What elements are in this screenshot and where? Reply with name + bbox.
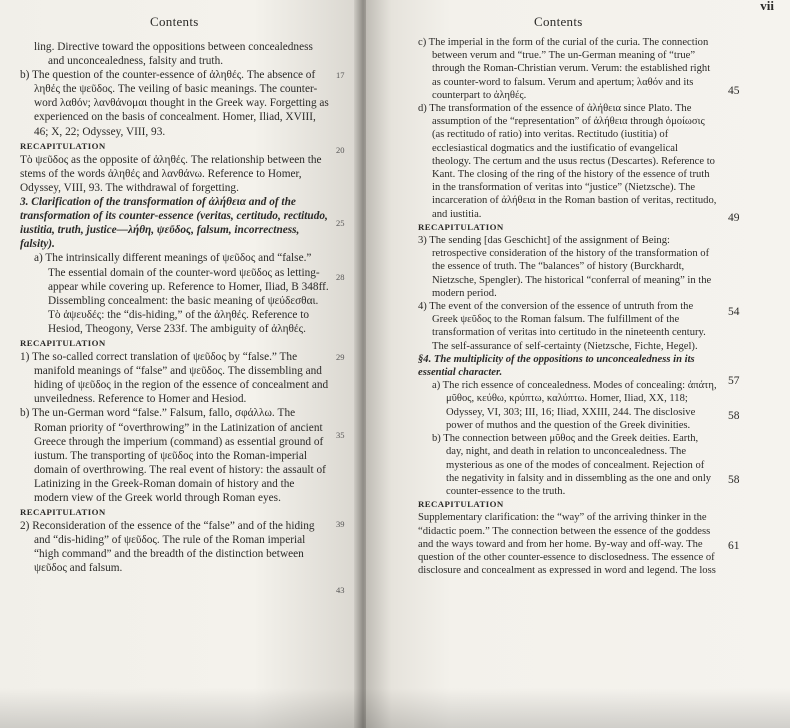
line-number: 17: [336, 70, 345, 80]
recapitulation-heading: RECAPITULATION: [418, 499, 504, 510]
line-number: 43: [336, 585, 345, 595]
left-contents-column: [20, 40, 330, 576]
contents-entry: a) The intrinsically different meanings of ψεῦδος and “false.” The essential domain of the counter-word ψεῦδος as letting-appear while covering up. Reference to Homer, Iliad, B 348ff. Dissembling concealment: the basic meaning of ψεύδεσθαι. Τὸ ἀψευδές: the “dis-hiding,” of the ἀληθές. Reference to Hesiod, Theogony, Verse 233f. The ambiguity of ἀληθές.: [34, 252, 329, 335]
contents-entry: Τὸ ψεῦδος as the opposite of ἀληθές. The relationship between the stems of the words ἀληθές and λανθάνω. Reference to Homer, Odyssey, VIII, 93. The withdrawal of forgetting.: [20, 153, 322, 194]
recapitulation-heading: RECAPITULATION: [418, 221, 504, 232]
page-number: 58: [728, 474, 740, 486]
right-page: [366, 0, 790, 728]
contents-entry: 1) The so-called correct translation of ψεῦδος by “false.” The manifold meanings of “false” and ψεῦδος. The dissembling and hiding of ψεῦδος in the region of the essence of concealment and unveiledness. Reference to Homer and Hesiod.: [20, 351, 329, 406]
contents-entry: 2) Reconsideration of the essence of the “false” and of the hiding and “dis-hiding” of ψεῦδος. The rule of the Roman imperial “high command” and the breadth of the distinction between ψεῦδος and falsum.: [20, 520, 315, 575]
contents-entry: b) The connection between μῦθος and the Greek deities. Earth, day, night, and death in relation to unconcealedness. The mysterious as one of the modes of concealment. Rejection of the negativity in falsity and in dissembling as the one and only counter-essence to the truth.: [432, 433, 712, 497]
line-number: 29: [336, 352, 345, 362]
page-number: 45: [728, 85, 740, 97]
page-number: 57: [728, 375, 740, 387]
right-contents-column: [418, 36, 718, 577]
page-number: 58: [728, 410, 740, 422]
page-number: 54: [728, 306, 740, 318]
contents-entry: 3) The sending [das Geschicht] of the assignment of Being: retrospective consideration of the history of the transformation of the essence of truth. The “balances” of history (Burckhardt, Nietzsche, Spengler). The historical “conferral of meaning” in the modern period.: [418, 235, 712, 299]
page-number: 49: [728, 212, 740, 224]
line-number: 39: [336, 519, 345, 529]
left-page: [0, 0, 362, 728]
right-running-head: Contents: [534, 14, 583, 29]
line-number: 25: [336, 218, 345, 228]
contents-entry: c) The imperial in the form of the curial of the curia. The connection between verum and “true.” The un-German meaning of “true” through the Roman-Christian verum. Verum: the established right as counter-word to falsum. Verum and apertum; λαθόν and its counterpart to ἀληθές.: [418, 37, 711, 101]
recapitulation-heading: RECAPITULATION: [20, 337, 106, 348]
contents-entry: ling. Directive toward the oppositions between concealedness and unconcealedness, falsity and truth.: [34, 41, 313, 68]
line-number: 28: [336, 272, 345, 282]
section-heading: 3. Clarification of the transformation of ἀλήθεια and of the transformation of its counter-essence (veritas, certitudo, rectitudo, iustitia, truth, justice—λήθη, ψεῦδος, falsum, incorrectness, falsity).: [20, 196, 328, 251]
recapitulation-heading: RECAPITULATION: [20, 140, 106, 151]
section-heading: §4. The multiplicity of the oppositions to unconcealedness in its essential character.: [418, 353, 695, 379]
contents-entry: 4) The event of the conversion of the essence of untruth from the Greek ψεῦδος to the Roman falsum. The fulfillment of the transformation of veritas into certitudo in the nineteenth century. The self-assurance of self-certainty (Nietzsche, Fichte, Hegel).: [418, 301, 706, 352]
contents-entry: b) The un-German word “false.” Falsum, fallo, σφάλλω. The Roman priority of “overthrowing” in the Latinization of ancient Greece through the imperium (command) as essential ground of iustum. The transporting of ψεῦδος into the Roman-imperial domain of overthrowing. The real event of history: the assault of Latinizing in the Greek-Roman domain of history and the modern view of the Greek world through Roman eyes.: [20, 407, 326, 504]
contents-entry: Supplementary clarification: the “way” of the arriving thinker in the “didactic poem.” The connection between the essence of the goddess and the ways toward and from her home. By-way and off-way. The question of the other counter-essence to disclosedness. The essence of disclosure and concealment as expressed in word and legend. The loss: [418, 512, 716, 577]
line-number: 20: [336, 145, 345, 155]
contents-entry: a) The rich essence of concealedness. Modes of concealing: ἀπάτη, μῦθος, κεύθω, κρύπτω, καλύπτω. Homer, Iliad, XX, 118; Odyssey, VI, 303; III, 16; Iliad, XXIII, 244. The disclosive power of muthos and the question of the Greek divinities.: [432, 380, 717, 431]
contents-entry: b) The question of the counter-essence of ἀληθές. The absence of ληθές the ψεῦδος. The veiling of basic meanings. The counter-word λαθόν; λανθάνομαι thought in the Greek way. Forgetting as experienced on the basis of concealment. Homer, Iliad, XVIII, 46; X, 22; Odyssey, VIII, 93.: [20, 69, 329, 138]
page-number: 61: [728, 540, 740, 552]
recapitulation-heading: RECAPITULATION: [20, 507, 106, 518]
left-running-head: Contents: [150, 14, 199, 29]
line-number: 35: [336, 430, 345, 440]
roman-page-number: vii: [760, 0, 774, 13]
contents-entry: d) The transformation of the essence of ἀλήθεια since Plato. The assumption of the “representation” of ἀλήθεια through ὁμοίωσις (as rectitudo of ratio) into veritas. Rectitudo (iustitia) of ecclesiastical dogmatics and the iustificatio of evangelical theology. The certum and the usus rectus (Descartes). Reference to Kant. The closing of the ring of the history of the essence of truth in the transformation of veritas into “justice” (Nietzsche). The incarceration of ἀλήθεια in the Roman bastion of veritas, rectitudo, and iustitia.: [418, 103, 717, 220]
